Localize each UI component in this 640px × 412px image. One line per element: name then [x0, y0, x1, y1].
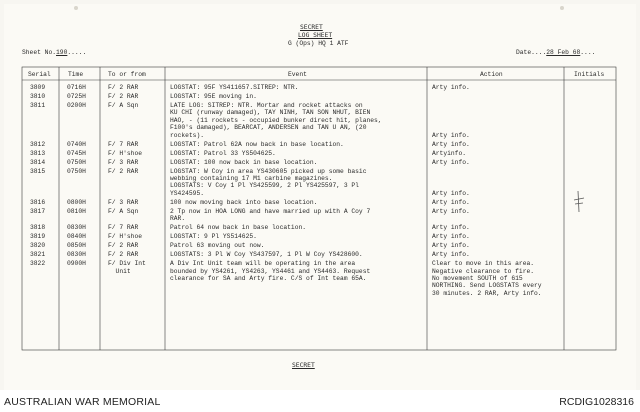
row-action-line: Arty info.	[432, 224, 470, 232]
row-to-from: F/ H'shoe	[108, 149, 143, 157]
row-to-from: F/ 2 RAR	[108, 93, 139, 100]
row-time: 0745H	[67, 149, 86, 157]
row-time: 0716H	[67, 84, 86, 91]
row-serial: 3821	[30, 251, 46, 259]
row-time: 0840H	[67, 233, 86, 241]
row-to-from: F/ A Sqn	[108, 102, 139, 109]
row-event-line: LATE LOG: SITREP: NTR. Mortar and rocket attacks on	[170, 102, 363, 109]
row-to-from: F/ H'shoe	[108, 233, 143, 241]
row-to-from: F/ 3 RAR	[108, 158, 139, 166]
date-value: 28 Feb 68	[546, 49, 581, 56]
row-time: 0725H	[67, 93, 86, 100]
row-event-line: rockets).	[170, 131, 205, 139]
row-action-line: Clear to move in this area.	[432, 260, 535, 268]
classification-top: SECRET	[300, 24, 323, 31]
row-time: 0200H	[67, 102, 86, 109]
row-event-line: 2 Tp now in HOA LONG and have married up with A Coy 7	[170, 207, 371, 215]
row-serial: 3815	[30, 167, 46, 175]
row-time: 0740H	[67, 140, 86, 148]
row-action-line: Arty info.	[432, 207, 470, 215]
sheet-number-row: Sheet No.190.....	[22, 49, 87, 56]
col-event: Event	[288, 71, 307, 78]
row-action-line: Negative clearance to fire.	[432, 267, 535, 275]
date-row: Date....28 Feb 68....	[516, 49, 596, 56]
row-serial: 3818	[30, 224, 46, 232]
row-to-from: F/ 3 RAR	[108, 198, 139, 206]
row-event-line: RAR.	[170, 215, 186, 223]
row-serial: 3810	[30, 93, 46, 100]
col-to-from: To or from	[108, 71, 146, 78]
row-event-line: 100 now moving back into base location.	[170, 198, 318, 206]
binding-hole	[560, 6, 564, 10]
row-event-line: clearance for SA and Arty fire. C/S of Int team 65A.	[170, 275, 367, 282]
row-to-from: F/ 2 RAR	[108, 242, 139, 250]
row-action-line: NORTHING. Send LOGSTATS every	[432, 282, 542, 290]
row-time: 0750H	[67, 158, 86, 166]
log-sheet-page	[4, 4, 636, 390]
sheet-number: 190	[56, 49, 68, 56]
row-event-line: HAO, - (11 rockets - occupied bunker direct hit, planes,	[170, 116, 382, 124]
col-action: Action	[480, 71, 503, 78]
row-action-line: 30 minutes. 2 RAR, Arty info.	[432, 289, 542, 297]
row-time: 0810H	[67, 207, 86, 215]
row-event-line: A Div Int Unit team will be operating in the area	[170, 260, 356, 268]
row-to-from: F/ Div Int Unit	[108, 260, 146, 275]
row-time: 0850H	[67, 242, 86, 250]
sheet-label: Sheet No.	[22, 49, 57, 56]
record-id: RCDIG1028316	[559, 396, 634, 408]
col-initials: Initials	[574, 71, 605, 78]
col-time: Time	[68, 71, 84, 78]
log-table-grid	[4, 4, 636, 390]
row-to-from: F/ 7 RAR	[108, 224, 139, 232]
row-action-line: Arty info.	[432, 131, 470, 139]
row-to-from: F/ A Sqn	[108, 207, 139, 215]
row-action-line: No movement SOUTH of 615	[432, 275, 523, 282]
binding-hole	[74, 6, 78, 10]
row-event-line: LOGSTAT: 95F YS411657.SITREP: NTR.	[170, 84, 299, 91]
row-to-from: F/ 7 RAR	[108, 140, 139, 148]
col-serial: Serial	[28, 71, 51, 78]
row-event-line: webbing containing 17 M1 carbine magazines.	[170, 175, 333, 182]
row-action-line: Arty info.	[432, 242, 470, 250]
row-time: 0900H	[67, 260, 86, 268]
row-serial: 3811	[30, 102, 46, 109]
pencil-tick-mark	[572, 190, 586, 214]
row-serial: 3812	[30, 140, 46, 148]
log-title: LOG SHEET	[298, 32, 333, 39]
row-event-line: LOGSTAT: Patrol 33 YS504625.	[170, 149, 276, 157]
row-event-line: LOGSTAT: 95E moving in.	[170, 93, 257, 100]
row-action-line: Arty info.	[432, 140, 470, 148]
row-time: 0800H	[67, 198, 86, 206]
row-event-line: YS424595.	[170, 189, 205, 197]
row-to-from: F/ 2 RAR	[108, 167, 139, 175]
row-action-line: Artyinfo.	[432, 149, 467, 157]
row-event-line: LOGSTAT: 9 Pl YS514625.	[170, 233, 257, 241]
row-serial: 3814	[30, 158, 46, 166]
row-to-from: F/ 2 RAR	[108, 251, 139, 259]
row-time: 0830H	[67, 224, 86, 232]
row-event-line: LOGSTATS: 3 Pl W Coy YS437597, 1 Pl W Coy YS428600.	[170, 251, 363, 259]
row-event-line: bounded by YS4261, YS4263, YS4461 and YS4463. Request	[170, 267, 371, 275]
row-event-line: LOGSTAT: 100 now back in base location.	[170, 158, 318, 166]
row-action-line: Arty info.	[432, 84, 470, 91]
row-action-line: Arty info.	[432, 158, 470, 166]
row-action-line: Arty info.	[432, 251, 470, 259]
row-to-from: F/ 2 RAR	[108, 84, 139, 91]
row-event-line: LOGSTAT: Patrol 62A now back in base location.	[170, 140, 344, 148]
row-serial: 3813	[30, 149, 46, 157]
row-serial: 3822	[30, 260, 46, 268]
row-action-line: Arty info.	[432, 198, 470, 206]
row-event-line: F100's damaged), BEARCAT, ANDERSEN and TAN U AN, (20	[170, 124, 367, 132]
row-serial: 3819	[30, 233, 46, 241]
row-serial: 3809	[30, 84, 46, 91]
classification-bottom: SECRET	[292, 362, 315, 369]
date-label: Date	[516, 49, 532, 56]
archive-name: AUSTRALIAN WAR MEMORIAL	[4, 396, 161, 408]
row-action-line: Arty info.	[432, 233, 470, 241]
row-serial: 3820	[30, 242, 46, 250]
row-serial: 3817	[30, 207, 46, 215]
row-time: 0830H	[67, 251, 86, 259]
unit-name: G (Ops) HQ 1 ATF	[288, 40, 349, 47]
row-event-line: Patrol 63 moving out now.	[170, 242, 265, 250]
row-event-line: LOGSTAT: W Coy in area YS430605 picked up some basic	[170, 167, 367, 175]
row-serial: 3816	[30, 198, 46, 206]
row-action-line: Arty info.	[432, 189, 470, 197]
row-event-line: KU CHI (runway damaged), TAY NINH, TAN SON NHUT, BIEN	[170, 109, 371, 117]
row-event-line: LOGSTATS: V Coy 1 Pl YS425599, 2 Pl YS425597, 3 Pl	[170, 182, 359, 190]
row-event-line: Patrol 64 now back in base location.	[170, 224, 307, 232]
row-time: 0750H	[67, 167, 86, 175]
